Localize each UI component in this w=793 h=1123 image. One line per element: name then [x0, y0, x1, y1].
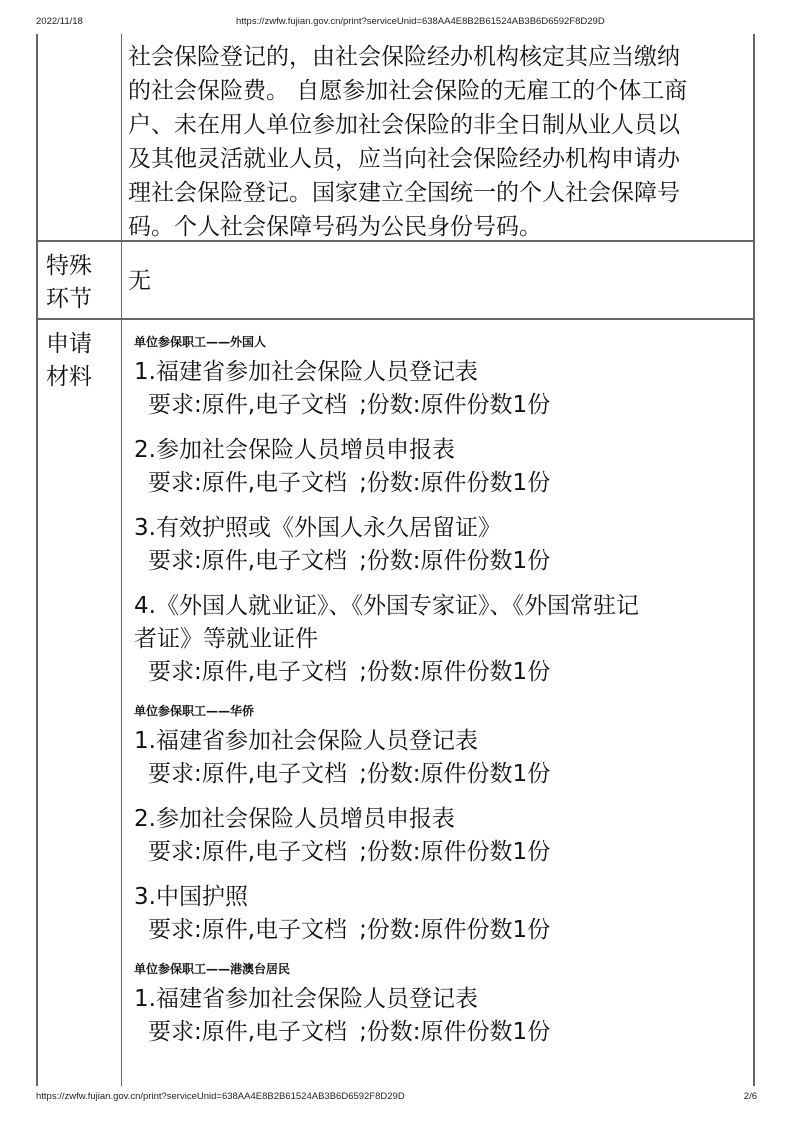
basis-line: 社会保险登记的，由社会保险经办机构核定其应当缴纳: [128, 44, 680, 70]
print-date: 2022/11/18: [36, 16, 83, 27]
material-title: 2.参加社会保险人员增员申报表: [134, 437, 455, 463]
label-line: 特殊: [46, 253, 92, 279]
material-title: 3.中国护照: [134, 884, 248, 910]
material-copies: ;份数:原件份数1份: [359, 761, 551, 787]
special-label: [46, 250, 112, 316]
material-item: [134, 434, 741, 500]
material-title: 2.参加社会保险人员增员申报表: [134, 806, 455, 832]
material-item: [134, 590, 741, 689]
material-copies: ;份数:原件份数1份: [359, 917, 551, 943]
material-title: 4.《外国人就业证》、《外国专家证》、《外国常驻记: [134, 593, 639, 619]
table-row-special: [38, 240, 753, 320]
material-item: [134, 881, 741, 947]
material-requirement-line: [134, 1016, 741, 1049]
basis-line: 及其他灵活就业人员，应当向社会保险经办机构申请办: [128, 146, 680, 172]
material-title: 3.有效护照或《外国人永久居留证》: [134, 515, 501, 541]
material-requirement-line: [134, 656, 741, 689]
material-requirement: 要求:原件,电子文档: [148, 839, 348, 865]
material-copies: ;份数:原件份数1份: [359, 1019, 551, 1045]
basis-line: 理社会保险登记。国家建立全国统一的个人社会保障号: [128, 180, 680, 206]
material-requirement: 要求:原件,电子文档: [148, 917, 348, 943]
info-table: [36, 34, 755, 1086]
material-requirement: 要求:原件,电子文档: [148, 659, 348, 685]
material-requirement: 要求:原件,电子文档: [148, 392, 348, 418]
print-footer: [0, 1091, 793, 1107]
material-requirement: 要求:原件,电子文档: [148, 761, 348, 787]
material-requirement-line: [134, 389, 741, 422]
material-copies: ;份数:原件份数1份: [359, 470, 551, 496]
material-requirement-line: [134, 914, 741, 947]
materials-label: [46, 328, 112, 394]
basis-line: 的社会保险费。 自愿参加社会保险的无雇工的个体工商: [128, 78, 688, 104]
material-item: [134, 356, 741, 422]
material-requirement-line: [134, 836, 741, 869]
material-requirement-line: [134, 467, 741, 500]
material-item: [134, 803, 741, 869]
material-requirement: 要求:原件,电子文档: [148, 1019, 348, 1045]
page-number: 2/6: [743, 1091, 757, 1102]
materials-list: [128, 330, 741, 1061]
basis-line: 码。个人社会保障号码为公民身份号码。: [128, 214, 542, 240]
material-copies: ;份数:原件份数1份: [359, 839, 551, 865]
material-title: 1.福建省参加社会保险人员登记表: [134, 986, 478, 1012]
material-requirement: 要求:原件,电子文档: [148, 548, 348, 574]
material-copies: ;份数:原件份数1份: [359, 392, 551, 418]
print-header: [0, 16, 793, 32]
material-requirement-line: [134, 545, 741, 578]
basis-line: 户、未在用人单位参加社会保险的非全日制从业人员以: [128, 112, 680, 138]
material-title: 1.福建省参加社会保险人员登记表: [134, 359, 478, 385]
material-group-title: 单位参保职工——华侨: [134, 704, 255, 718]
footer-url: https://zwfw.fujian.gov.cn/print?serviceUnid=638AA4E8B2B61524AB3B6D6592F8D29D: [36, 1091, 405, 1102]
material-copies: ;份数:原件份数1份: [359, 659, 551, 685]
material-title: 者证》等就业证件: [134, 626, 318, 652]
print-url: https://zwfw.fujian.gov.cn/print?serviceUnid=638AA4E8B2B61524AB3B6D6592F8D29D: [236, 16, 605, 27]
material-item: [134, 983, 741, 1049]
material-requirement-line: [134, 758, 741, 791]
material-item: [134, 512, 741, 578]
basis-text: [128, 40, 741, 244]
material-item: [134, 725, 741, 791]
table-row-basis: [38, 34, 753, 240]
material-group-title: 单位参保职工——港澳台居民: [134, 962, 291, 976]
material-copies: ;份数:原件份数1份: [359, 548, 551, 574]
material-group-title: 单位参保职工——外国人: [134, 335, 267, 349]
material-title: 1.福建省参加社会保险人员登记表: [134, 728, 478, 754]
special-value: 无: [128, 268, 151, 294]
label-line: 申请: [46, 331, 92, 357]
label-line: 环节: [46, 286, 92, 312]
table-row-materials: [38, 318, 753, 1086]
label-line: 材料: [46, 364, 92, 390]
material-requirement: 要求:原件,电子文档: [148, 470, 348, 496]
